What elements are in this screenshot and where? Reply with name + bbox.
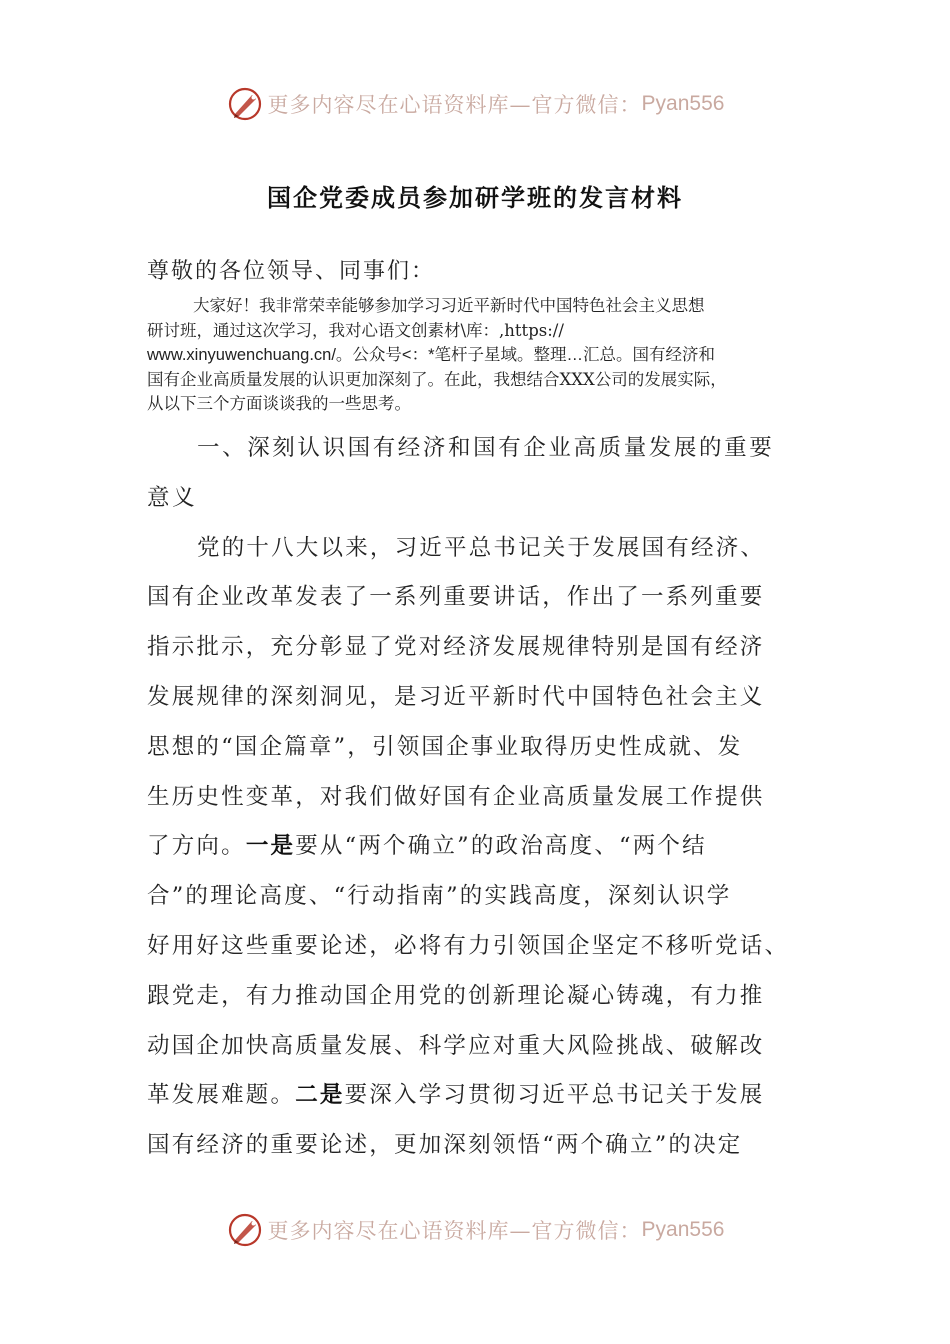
watermark-text: 更多内容尽在心语资料库—官方微信： — [267, 1219, 642, 1243]
body-line: 动国企加快高质量发展、科学应对重大风险挑战、破解改 — [147, 1032, 765, 1059]
intro-paragraph — [147, 294, 817, 417]
section-heading: 一、深刻认识国有经济和国有企业高质量发展的重要 — [197, 435, 775, 461]
body-line: 党的十八大以来，习近平总书记关于发展国有经济、 — [197, 534, 766, 561]
body-text: 要从“两个确立”的政治高度、“两个结 — [295, 833, 707, 860]
body-line: 生历史性变革，对我们做好国有企业高质量发展工作提供 — [147, 783, 765, 810]
section-heading-continued: 意义 — [147, 484, 198, 511]
intro-line: 国有企业高质量发展的认识更加深刻了。在此，我想结合XXX公司的发展实际， — [147, 369, 727, 389]
body-line: 好用好这些重要论述，必将有力引领国企坚定不移听党话、 — [147, 932, 790, 959]
pen-nib-icon — [226, 1211, 264, 1249]
intro-line: www.xinyuwenchuang.cn/。公众号<：*笔杆子星域。整理…汇总。国有经济和 — [147, 346, 715, 364]
body-text: 了方向。 — [147, 833, 246, 860]
salutation: 尊敬的各位领导、同事们： — [147, 259, 436, 284]
body-line — [147, 822, 827, 872]
body-line: 思想的“国企篇章”，引领国企事业取得历史性成就、发 — [147, 733, 743, 760]
intro-line: 从以下三个方面谈谈我的一些思考。 — [147, 394, 411, 413]
document-title: 国企党委成员参加研学班的发言材料 — [267, 183, 683, 212]
body-line: 国有经济的重要论述，更加深刻领悟“两个确立”的决定 — [147, 1132, 743, 1159]
intro-line: 大家好！我非常荣幸能够参加学习习近平新时代中国特色社会主义思想 — [193, 296, 705, 315]
body-text: 要深入学习贯彻习近平总书记关于发展 — [344, 1082, 765, 1109]
body-line: 跟党走，有力推动国企用党的创新理论凝心铸魂，有力推 — [147, 982, 765, 1009]
emphasis-first: 一是 — [245, 833, 296, 860]
watermark-text: 更多内容尽在心语资料库—官方微信： — [267, 93, 642, 117]
body-line: 合”的理论高度、“行动指南”的实践高度，深刻认识学 — [147, 883, 732, 910]
footer-watermark-banner — [0, 1208, 950, 1252]
watermark-wechat-handle: Pyan556 — [641, 92, 725, 115]
header-watermark-banner — [0, 82, 950, 126]
body-text: 革发展难题。 — [147, 1082, 296, 1109]
watermark-wechat-handle: Pyan556 — [641, 1218, 725, 1241]
document-body — [147, 424, 827, 1171]
pen-nib-icon — [226, 85, 264, 123]
body-line — [147, 1071, 827, 1121]
body-line: 指示批示，充分彰显了党对经济发展规律特别是国有经济 — [147, 634, 765, 661]
intro-line: 研讨班，通过这次学习，我对心语文创素材\库：,https:// — [147, 320, 564, 340]
body-line: 国有企业改革发表了一系列重要讲话，作出了一系列重要 — [147, 584, 765, 611]
emphasis-second: 二是 — [295, 1082, 345, 1109]
body-line: 发展规律的深刻洞见，是习近平新时代中国特色社会主义 — [147, 683, 765, 710]
